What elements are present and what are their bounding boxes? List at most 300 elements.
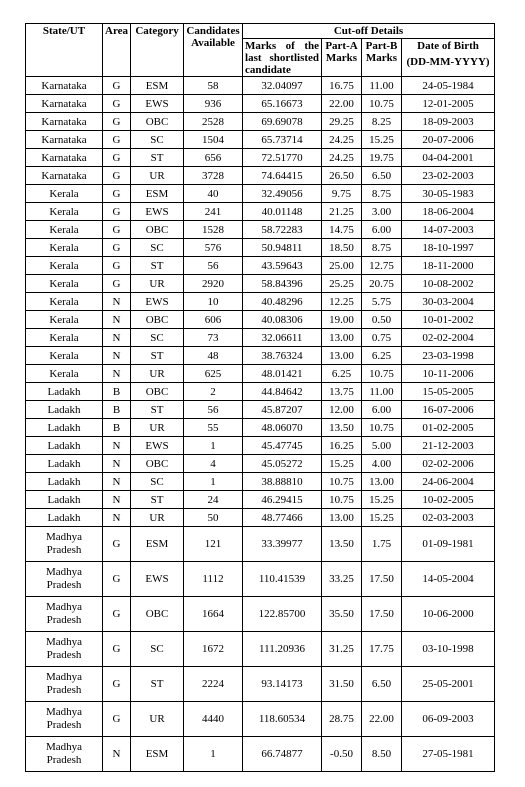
cell-marks: 40.01148	[243, 203, 322, 221]
cell-part-a: 31.50	[322, 667, 362, 702]
cell-state: Madhya Pradesh	[26, 702, 103, 737]
table-row	[26, 562, 495, 597]
cell-part-b: 6.00	[362, 401, 402, 419]
cell-category: SC	[131, 632, 184, 667]
cell-part-b: 17.75	[362, 632, 402, 667]
cell-marks: 40.08306	[243, 311, 322, 329]
table-row	[26, 185, 495, 203]
cell-marks: 46.29415	[243, 491, 322, 509]
cell-marks: 44.84642	[243, 383, 322, 401]
cell-part-b: 11.00	[362, 383, 402, 401]
cell-marks: 93.14173	[243, 667, 322, 702]
cell-part-b: 15.25	[362, 131, 402, 149]
cell-area: G	[103, 239, 131, 257]
cell-dob: 14-05-2004	[402, 562, 495, 597]
cell-marks: 65.16673	[243, 95, 322, 113]
cell-state: Kerala	[26, 221, 103, 239]
cell-part-a: -0.50	[322, 737, 362, 772]
cell-state: Kerala	[26, 311, 103, 329]
table-row	[26, 437, 495, 455]
table-row	[26, 293, 495, 311]
cell-part-a: 13.00	[322, 347, 362, 365]
cell-marks: 48.77466	[243, 509, 322, 527]
table-row	[26, 401, 495, 419]
cell-part-b: 8.25	[362, 113, 402, 131]
cell-state: Kerala	[26, 185, 103, 203]
cell-area: B	[103, 401, 131, 419]
table-row	[26, 702, 495, 737]
header-area: Area	[103, 24, 131, 77]
cell-candidates: 576	[184, 239, 243, 257]
cell-part-b: 10.75	[362, 95, 402, 113]
cell-area: G	[103, 221, 131, 239]
cell-dob: 18-09-2003	[402, 113, 495, 131]
cell-candidates: 936	[184, 95, 243, 113]
table-row	[26, 365, 495, 383]
cell-category: OBC	[131, 597, 184, 632]
cell-category: OBC	[131, 383, 184, 401]
table-row	[26, 77, 495, 95]
cell-state: Madhya Pradesh	[26, 527, 103, 562]
cell-part-b: 10.75	[362, 365, 402, 383]
cell-dob: 16-07-2006	[402, 401, 495, 419]
cell-part-a: 13.00	[322, 509, 362, 527]
cell-area: N	[103, 329, 131, 347]
cell-candidates: 4	[184, 455, 243, 473]
cell-part-a: 24.25	[322, 131, 362, 149]
cell-candidates: 56	[184, 401, 243, 419]
cell-area: G	[103, 203, 131, 221]
cell-candidates: 10	[184, 293, 243, 311]
cell-candidates: 241	[184, 203, 243, 221]
cell-part-b: 6.00	[362, 221, 402, 239]
cell-state: Kerala	[26, 329, 103, 347]
cell-state: Karnataka	[26, 77, 103, 95]
cell-area: G	[103, 597, 131, 632]
cell-area: G	[103, 275, 131, 293]
cell-candidates: 1664	[184, 597, 243, 632]
cell-candidates: 625	[184, 365, 243, 383]
table-row	[26, 347, 495, 365]
cell-part-b: 8.75	[362, 185, 402, 203]
cell-part-a: 14.75	[322, 221, 362, 239]
header-marks-last-shortlisted: Marks of the last shortlisted candidate	[243, 39, 322, 77]
cell-category: ST	[131, 491, 184, 509]
cell-area: G	[103, 257, 131, 275]
cell-state: Ladakh	[26, 491, 103, 509]
cell-part-a: 16.25	[322, 437, 362, 455]
header-candidates: Candidates Available	[184, 24, 243, 77]
cell-dob: 18-10-1997	[402, 239, 495, 257]
table-row	[26, 667, 495, 702]
cell-state: Karnataka	[26, 149, 103, 167]
cell-part-b: 22.00	[362, 702, 402, 737]
cell-dob: 10-08-2002	[402, 275, 495, 293]
table-row	[26, 383, 495, 401]
cell-marks: 33.39977	[243, 527, 322, 562]
cell-part-b: 15.25	[362, 491, 402, 509]
cell-dob: 10-02-2005	[402, 491, 495, 509]
header-part-b: Part-B Marks	[362, 39, 402, 77]
table-row	[26, 419, 495, 437]
cell-state: Ladakh	[26, 509, 103, 527]
cell-part-a: 29.25	[322, 113, 362, 131]
cell-marks: 74.64415	[243, 167, 322, 185]
cell-candidates: 1	[184, 437, 243, 455]
cell-part-a: 16.75	[322, 77, 362, 95]
cell-category: ST	[131, 257, 184, 275]
table-row	[26, 275, 495, 293]
table-row	[26, 131, 495, 149]
cell-marks: 72.51770	[243, 149, 322, 167]
cell-candidates: 2920	[184, 275, 243, 293]
cell-part-a: 15.25	[322, 455, 362, 473]
cell-dob: 02-02-2006	[402, 455, 495, 473]
cell-state: Kerala	[26, 293, 103, 311]
cell-state: Kerala	[26, 203, 103, 221]
table-row	[26, 95, 495, 113]
cell-part-a: 22.00	[322, 95, 362, 113]
cell-marks: 43.59643	[243, 257, 322, 275]
cell-dob: 24-06-2004	[402, 473, 495, 491]
cell-part-a: 13.75	[322, 383, 362, 401]
cell-part-b: 6.50	[362, 167, 402, 185]
cell-candidates: 1504	[184, 131, 243, 149]
cell-candidates: 1	[184, 473, 243, 491]
cell-dob: 23-03-1998	[402, 347, 495, 365]
cell-candidates: 1112	[184, 562, 243, 597]
cell-state: Karnataka	[26, 95, 103, 113]
cell-dob: 30-03-2004	[402, 293, 495, 311]
cell-category: EWS	[131, 95, 184, 113]
cell-category: ESM	[131, 77, 184, 95]
cell-area: G	[103, 77, 131, 95]
cell-category: UR	[131, 365, 184, 383]
table-row	[26, 203, 495, 221]
cell-part-b: 17.50	[362, 597, 402, 632]
cell-category: SC	[131, 131, 184, 149]
table-row	[26, 167, 495, 185]
cell-marks: 32.06611	[243, 329, 322, 347]
cell-marks: 45.47745	[243, 437, 322, 455]
cell-candidates: 56	[184, 257, 243, 275]
header-dob	[402, 39, 495, 77]
cell-marks: 118.60534	[243, 702, 322, 737]
table-row	[26, 455, 495, 473]
cell-area: G	[103, 562, 131, 597]
cell-marks: 111.20936	[243, 632, 322, 667]
cell-part-a: 28.75	[322, 702, 362, 737]
cell-area: G	[103, 95, 131, 113]
cell-area: G	[103, 149, 131, 167]
cell-category: EWS	[131, 293, 184, 311]
cell-category: OBC	[131, 455, 184, 473]
cell-category: ESM	[131, 737, 184, 772]
cell-part-a: 21.25	[322, 203, 362, 221]
cell-part-b: 11.00	[362, 77, 402, 95]
cell-part-a: 19.00	[322, 311, 362, 329]
cell-area: N	[103, 509, 131, 527]
cell-state: Kerala	[26, 365, 103, 383]
cell-dob: 02-03-2003	[402, 509, 495, 527]
cell-candidates: 4440	[184, 702, 243, 737]
cell-part-a: 31.25	[322, 632, 362, 667]
cell-marks: 122.85700	[243, 597, 322, 632]
cell-dob: 20-07-2006	[402, 131, 495, 149]
cell-category: UR	[131, 702, 184, 737]
cell-part-a: 13.50	[322, 527, 362, 562]
cell-dob: 30-05-1983	[402, 185, 495, 203]
header-cutoff-details: Cut-off Details	[243, 24, 495, 39]
cell-area: G	[103, 667, 131, 702]
table-row	[26, 491, 495, 509]
cell-state: Madhya Pradesh	[26, 597, 103, 632]
cell-area: G	[103, 702, 131, 737]
cell-category: ESM	[131, 527, 184, 562]
cell-state: Ladakh	[26, 419, 103, 437]
cell-area: N	[103, 437, 131, 455]
cell-state: Madhya Pradesh	[26, 737, 103, 772]
cell-category: ESM	[131, 185, 184, 203]
cell-part-a: 13.50	[322, 419, 362, 437]
cell-area: G	[103, 167, 131, 185]
table-row	[26, 597, 495, 632]
cell-dob: 10-11-2006	[402, 365, 495, 383]
cell-area: N	[103, 491, 131, 509]
cell-state: Ladakh	[26, 401, 103, 419]
table-row	[26, 329, 495, 347]
cell-state: Kerala	[26, 257, 103, 275]
cell-state: Madhya Pradesh	[26, 667, 103, 702]
cell-dob: 04-04-2001	[402, 149, 495, 167]
cell-candidates: 656	[184, 149, 243, 167]
cell-dob: 27-05-1981	[402, 737, 495, 772]
cell-state: Ladakh	[26, 383, 103, 401]
cell-state: Kerala	[26, 275, 103, 293]
cell-area: N	[103, 293, 131, 311]
table-row	[26, 737, 495, 772]
cell-part-b: 19.75	[362, 149, 402, 167]
table-row	[26, 149, 495, 167]
cell-category: EWS	[131, 203, 184, 221]
cell-marks: 48.01421	[243, 365, 322, 383]
cell-dob: 25-05-2001	[402, 667, 495, 702]
cell-state: Karnataka	[26, 113, 103, 131]
cell-state: Karnataka	[26, 131, 103, 149]
cell-area: N	[103, 311, 131, 329]
cell-state: Karnataka	[26, 167, 103, 185]
cell-area: B	[103, 419, 131, 437]
cell-category: SC	[131, 239, 184, 257]
cell-marks: 38.76324	[243, 347, 322, 365]
cell-state: Kerala	[26, 239, 103, 257]
cell-part-b: 0.75	[362, 329, 402, 347]
cell-dob: 01-02-2005	[402, 419, 495, 437]
cell-area: G	[103, 131, 131, 149]
cell-marks: 58.84396	[243, 275, 322, 293]
cell-state: Kerala	[26, 347, 103, 365]
cell-marks: 40.48296	[243, 293, 322, 311]
cell-part-b: 0.50	[362, 311, 402, 329]
table-row	[26, 221, 495, 239]
cell-part-b: 5.00	[362, 437, 402, 455]
cell-part-a: 33.25	[322, 562, 362, 597]
cell-part-b: 13.00	[362, 473, 402, 491]
cell-part-a: 25.25	[322, 275, 362, 293]
cell-part-b: 5.75	[362, 293, 402, 311]
cell-candidates: 606	[184, 311, 243, 329]
cell-candidates: 48	[184, 347, 243, 365]
table-row	[26, 632, 495, 667]
cell-part-a: 18.50	[322, 239, 362, 257]
cell-part-a: 6.25	[322, 365, 362, 383]
cell-marks: 32.04097	[243, 77, 322, 95]
cell-part-b: 4.00	[362, 455, 402, 473]
cell-category: UR	[131, 275, 184, 293]
cell-category: OBC	[131, 113, 184, 131]
cell-marks: 65.73714	[243, 131, 322, 149]
cell-category: OBC	[131, 221, 184, 239]
cell-dob: 14-07-2003	[402, 221, 495, 239]
cell-category: ST	[131, 401, 184, 419]
cell-area: N	[103, 473, 131, 491]
cell-candidates: 55	[184, 419, 243, 437]
cell-part-b: 6.25	[362, 347, 402, 365]
cell-state: Madhya Pradesh	[26, 562, 103, 597]
cell-dob: 03-10-1998	[402, 632, 495, 667]
table-row	[26, 239, 495, 257]
cell-candidates: 50	[184, 509, 243, 527]
cell-candidates: 24	[184, 491, 243, 509]
cell-area: N	[103, 455, 131, 473]
cell-candidates: 2528	[184, 113, 243, 131]
cell-area: B	[103, 383, 131, 401]
cell-candidates: 73	[184, 329, 243, 347]
cell-dob: 06-09-2003	[402, 702, 495, 737]
cell-dob: 02-02-2004	[402, 329, 495, 347]
table-row	[26, 473, 495, 491]
cell-marks: 110.41539	[243, 562, 322, 597]
table-body	[26, 77, 495, 772]
cell-part-b: 10.75	[362, 419, 402, 437]
cell-candidates: 2	[184, 383, 243, 401]
cell-part-b: 6.50	[362, 667, 402, 702]
cell-part-a: 10.75	[322, 491, 362, 509]
cell-state: Ladakh	[26, 437, 103, 455]
cell-category: ST	[131, 149, 184, 167]
cell-area: G	[103, 185, 131, 203]
cell-part-b: 1.75	[362, 527, 402, 562]
header-part-a: Part-A Marks	[322, 39, 362, 77]
cell-area: N	[103, 737, 131, 772]
cell-category: EWS	[131, 437, 184, 455]
cell-part-a: 24.25	[322, 149, 362, 167]
cell-part-a: 10.75	[322, 473, 362, 491]
header-category: Category	[131, 24, 184, 77]
cell-part-b: 17.50	[362, 562, 402, 597]
cell-marks: 48.06070	[243, 419, 322, 437]
cell-candidates: 1528	[184, 221, 243, 239]
cell-marks: 50.94811	[243, 239, 322, 257]
table-row	[26, 527, 495, 562]
cell-area: G	[103, 527, 131, 562]
cell-dob: 23-02-2003	[402, 167, 495, 185]
cell-state: Ladakh	[26, 473, 103, 491]
table-row	[26, 509, 495, 527]
cell-dob: 18-11-2000	[402, 257, 495, 275]
cutoff-document	[25, 23, 495, 772]
cell-candidates: 58	[184, 77, 243, 95]
cell-marks: 38.88810	[243, 473, 322, 491]
cell-marks: 66.74877	[243, 737, 322, 772]
cell-candidates: 1672	[184, 632, 243, 667]
cell-category: ST	[131, 667, 184, 702]
cell-state: Madhya Pradesh	[26, 632, 103, 667]
cell-candidates: 40	[184, 185, 243, 203]
cell-part-a: 25.00	[322, 257, 362, 275]
cell-part-a: 26.50	[322, 167, 362, 185]
cell-candidates: 2224	[184, 667, 243, 702]
table-row	[26, 311, 495, 329]
cell-part-b: 12.75	[362, 257, 402, 275]
cell-dob: 21-12-2003	[402, 437, 495, 455]
table-row	[26, 257, 495, 275]
cell-dob: 18-06-2004	[402, 203, 495, 221]
cell-dob: 15-05-2005	[402, 383, 495, 401]
header-dob-label: Date of Birth	[417, 40, 479, 52]
cell-candidates: 1	[184, 737, 243, 772]
cell-dob: 10-06-2000	[402, 597, 495, 632]
cell-part-b: 8.50	[362, 737, 402, 772]
cell-category: SC	[131, 329, 184, 347]
cell-part-a: 12.25	[322, 293, 362, 311]
cell-dob: 01-09-1981	[402, 527, 495, 562]
cell-marks: 69.69078	[243, 113, 322, 131]
cutoff-table	[25, 23, 495, 772]
cell-part-a: 9.75	[322, 185, 362, 203]
cell-category: UR	[131, 509, 184, 527]
cell-part-b: 3.00	[362, 203, 402, 221]
cell-area: G	[103, 113, 131, 131]
cell-part-a: 35.50	[322, 597, 362, 632]
cell-marks: 45.87207	[243, 401, 322, 419]
cell-dob: 24-05-1984	[402, 77, 495, 95]
cell-area: N	[103, 347, 131, 365]
cell-category: SC	[131, 473, 184, 491]
cell-area: G	[103, 632, 131, 667]
cell-dob: 10-01-2002	[402, 311, 495, 329]
header-state: State/UT	[26, 24, 103, 77]
cell-part-b: 15.25	[362, 509, 402, 527]
cell-category: OBC	[131, 311, 184, 329]
table-header	[26, 24, 495, 77]
cell-marks: 32.49056	[243, 185, 322, 203]
cell-marks: 45.05272	[243, 455, 322, 473]
cell-category: UR	[131, 167, 184, 185]
cell-category: ST	[131, 347, 184, 365]
cell-dob: 12-01-2005	[402, 95, 495, 113]
cell-marks: 58.72283	[243, 221, 322, 239]
cell-candidates: 121	[184, 527, 243, 562]
table-row	[26, 113, 495, 131]
cell-part-a: 13.00	[322, 329, 362, 347]
header-dob-format: (DD-MM-YYYY)	[406, 56, 490, 68]
cell-category: UR	[131, 419, 184, 437]
cell-state: Ladakh	[26, 455, 103, 473]
cell-part-b: 8.75	[362, 239, 402, 257]
cell-category: EWS	[131, 562, 184, 597]
cell-area: N	[103, 365, 131, 383]
